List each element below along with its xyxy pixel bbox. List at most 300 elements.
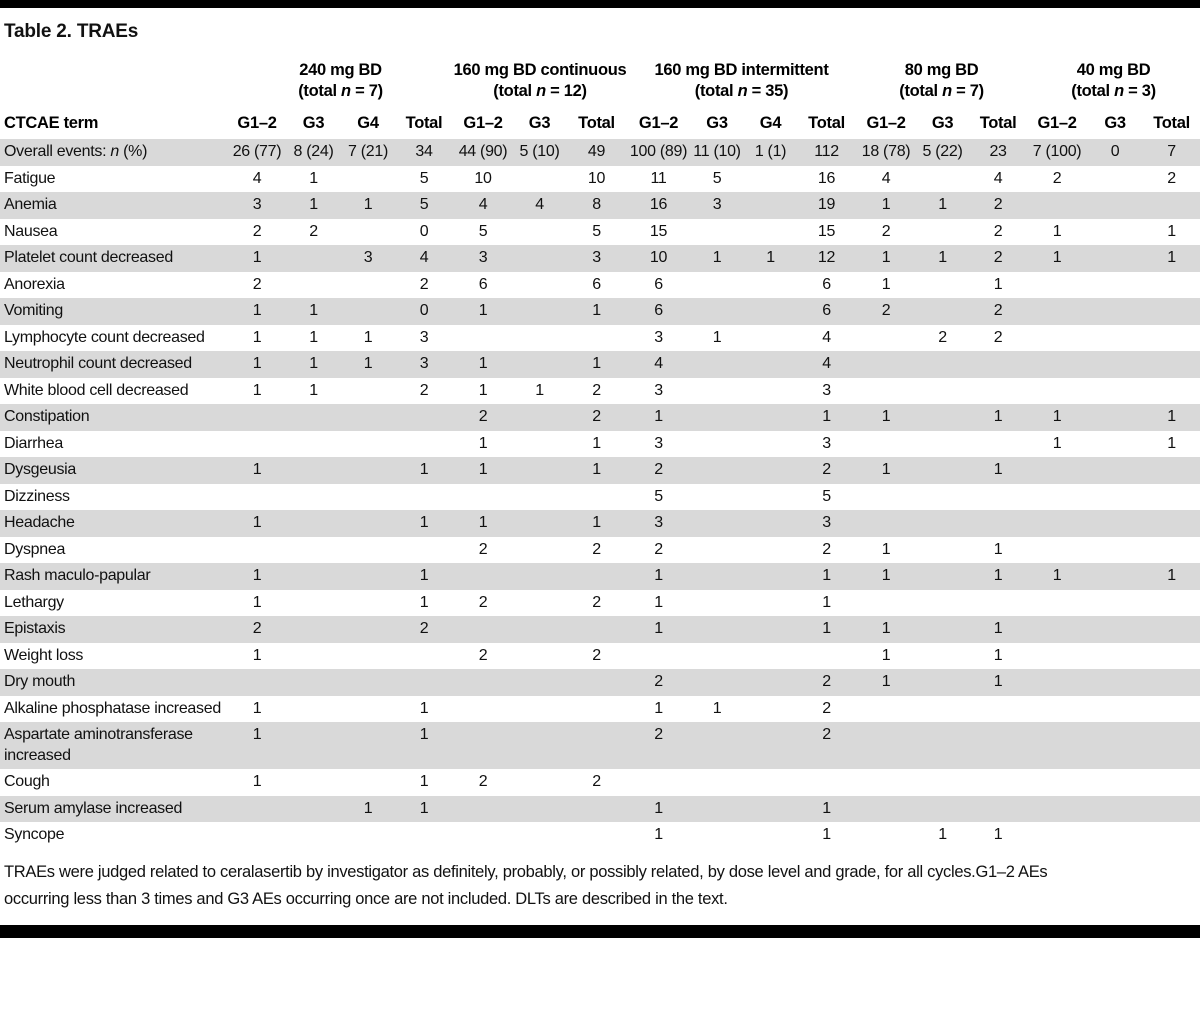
column-header: G1–2 [463, 114, 503, 132]
value-cell [453, 563, 513, 590]
value-cell [286, 822, 341, 849]
value-cell: 1 [535, 381, 544, 399]
value-cell [916, 404, 969, 431]
value-cell: 1 [654, 593, 663, 611]
value-cell [513, 325, 566, 352]
value-cell: 11 [650, 169, 667, 187]
value-cell: 1 [592, 514, 601, 531]
value-cell: 1 [363, 355, 373, 372]
value-cell [1087, 590, 1143, 617]
value-cell [744, 404, 797, 431]
value-cell [690, 669, 744, 696]
value-cell: 6 [822, 302, 831, 319]
column-header: G3 [302, 114, 325, 132]
value-cell [453, 696, 513, 723]
value-cell [341, 378, 395, 405]
value-cell [690, 643, 744, 670]
value-cell [513, 272, 566, 299]
value-cell: 2 [252, 275, 262, 293]
value-cell [916, 298, 969, 325]
value-cell [286, 590, 341, 617]
value-cell: 2 [993, 249, 1003, 266]
value-cell: 2 [478, 773, 488, 790]
value-cell [1087, 769, 1143, 796]
value-cell: 6 [654, 302, 663, 319]
value-cell [1087, 192, 1143, 219]
value-cell [856, 378, 916, 405]
column-header: G3 [706, 114, 728, 132]
value-cell [228, 796, 286, 823]
value-cell: 7 (100) [1032, 143, 1082, 160]
value-cell [341, 298, 395, 325]
value-cell: 4 [881, 169, 891, 187]
value-cell [916, 484, 969, 511]
value-cell [856, 325, 916, 352]
value-cell [690, 769, 744, 796]
value-cell [513, 590, 566, 617]
term-cell: Serum amylase increased [4, 799, 183, 817]
value-cell [286, 484, 341, 511]
value-cell [916, 616, 969, 643]
value-cell: 2 [993, 302, 1003, 319]
value-cell: 1 [712, 328, 722, 346]
corner-cell [0, 58, 228, 105]
term-cell: Dizziness [4, 487, 70, 505]
value-cell: 49 [587, 143, 606, 160]
value-cell: 1 [881, 620, 891, 637]
value-cell [969, 431, 1027, 458]
value-cell [744, 351, 797, 378]
value-cell: 1 [822, 408, 831, 425]
value-cell [1143, 822, 1200, 849]
value-cell [969, 484, 1027, 511]
value-cell: 5 [419, 169, 429, 187]
value-cell: 2 [592, 773, 601, 790]
value-cell: 1 [881, 646, 891, 664]
value-cell: 1 [938, 196, 947, 213]
value-cell: 1 [938, 826, 947, 843]
value-cell: 7 [1167, 143, 1176, 160]
column-header: G4 [357, 114, 379, 132]
table-head [0, 58, 1200, 139]
value-cell [1143, 537, 1200, 564]
value-cell: 6 [478, 275, 488, 293]
table-row [0, 139, 1200, 166]
value-cell [627, 643, 690, 670]
term-cell: Headache [4, 514, 75, 531]
value-cell: 1 [419, 514, 429, 531]
value-cell [1027, 537, 1087, 564]
value-cell [341, 484, 395, 511]
value-cell: 1 [881, 196, 891, 213]
value-cell: 18 (78) [861, 143, 911, 160]
value-cell [286, 643, 341, 670]
value-cell [916, 669, 969, 696]
column-header: Total [405, 114, 443, 132]
value-cell [690, 822, 744, 849]
value-cell [1087, 796, 1143, 823]
value-cell: 15 [817, 222, 836, 240]
value-cell: 1 [592, 461, 601, 478]
value-cell [1143, 457, 1200, 484]
term-cell: Lethargy [4, 593, 64, 611]
value-cell: 1 [478, 461, 488, 478]
value-cell: 1 [822, 799, 831, 817]
value-cell: 0 [419, 222, 429, 240]
value-cell: 6 [654, 275, 663, 293]
value-cell [1087, 722, 1143, 769]
value-cell: 2 [419, 275, 429, 293]
value-cell: 1 [993, 275, 1003, 293]
value-cell [690, 616, 744, 643]
table-row [0, 457, 1200, 484]
value-cell [513, 563, 566, 590]
value-cell [969, 796, 1027, 823]
value-cell: 5 [712, 169, 722, 187]
value-cell [566, 484, 627, 511]
value-cell [286, 404, 341, 431]
value-cell: 1 [309, 196, 318, 213]
value-cell [341, 590, 395, 617]
value-cell [1087, 484, 1143, 511]
value-cell: 3 [478, 249, 488, 266]
value-cell: 1 [309, 381, 318, 399]
value-cell: 1 [1167, 249, 1176, 266]
value-cell: 6 [592, 275, 601, 293]
value-cell [566, 796, 627, 823]
value-cell [1027, 796, 1087, 823]
value-cell: 2 [993, 196, 1003, 213]
value-cell [1143, 298, 1200, 325]
value-cell [744, 822, 797, 849]
value-cell: 1 [478, 514, 488, 531]
value-cell [513, 722, 566, 769]
value-cell: 1 [881, 249, 891, 266]
value-cell [1143, 769, 1200, 796]
term-cell: Fatigue [4, 169, 56, 187]
value-cell [228, 669, 286, 696]
value-cell: 1 [419, 726, 429, 743]
value-cell: 5 (10) [519, 143, 560, 160]
value-cell [856, 484, 916, 511]
value-cell: 1 [419, 567, 429, 584]
value-cell [1087, 537, 1143, 564]
value-cell: 4 [822, 328, 831, 346]
value-cell: 5 (22) [922, 143, 963, 160]
value-cell: 5 [419, 196, 429, 213]
table-row [0, 669, 1200, 696]
footnote-line-1: TRAEs were judged related to ceralasertib by investigator as definitely, probably, or possibly related, by dose level and grade, for all cycles.G1–2 AEs [4, 862, 1048, 881]
value-cell [286, 722, 341, 769]
value-cell: 2 [822, 726, 831, 743]
value-cell [1143, 272, 1200, 299]
value-cell [1143, 378, 1200, 405]
value-cell [916, 431, 969, 458]
value-cell: 1 (1) [754, 143, 787, 160]
value-cell: 0 [1110, 143, 1120, 160]
value-cell [228, 431, 286, 458]
group-header: 160 mg BD continuous (total n = 12) [453, 61, 627, 100]
value-cell [341, 166, 395, 193]
value-cell: 2 [309, 222, 318, 240]
value-cell [1087, 298, 1143, 325]
value-cell: 1 [252, 381, 262, 399]
value-cell [744, 192, 797, 219]
value-cell: 3 [363, 249, 373, 266]
table-row [0, 590, 1200, 617]
value-cell: 5 [478, 222, 488, 240]
value-cell: 5 [654, 487, 663, 505]
value-cell [341, 537, 395, 564]
value-cell: 2 [1052, 169, 1062, 187]
table-row [0, 796, 1200, 823]
value-cell [286, 669, 341, 696]
value-cell [690, 457, 744, 484]
value-cell [566, 696, 627, 723]
value-cell: 1 [478, 381, 488, 399]
value-cell [690, 796, 744, 823]
value-cell: 1 [252, 726, 262, 743]
term-cell: Dyspnea [4, 540, 66, 558]
value-cell: 1 [881, 567, 891, 584]
value-cell: 1 [252, 355, 262, 372]
value-cell: 2 [1167, 169, 1176, 187]
value-cell: 3 [592, 249, 601, 266]
value-cell: 2 [419, 620, 429, 637]
term-cell: Anemia [4, 196, 57, 213]
table-row [0, 192, 1200, 219]
value-cell: 2 [592, 593, 601, 611]
value-cell [744, 325, 797, 352]
term-cell: Alkaline phosphatase increased [4, 699, 221, 717]
term-column-header: CTCAE term [4, 114, 99, 132]
value-cell [341, 404, 395, 431]
term-cell: Vomiting [4, 302, 63, 319]
value-cell: 16 [649, 196, 668, 213]
value-cell [744, 378, 797, 405]
value-cell: 4 [252, 169, 262, 187]
group-header: 160 mg BD intermittent (total n = 35) [654, 61, 829, 100]
value-cell [627, 769, 690, 796]
value-cell: 2 [881, 222, 891, 240]
value-cell: 1 [654, 620, 663, 637]
value-cell [856, 351, 916, 378]
value-cell: 1 [881, 408, 891, 425]
value-cell: 8 [592, 196, 601, 213]
value-cell: 1 [419, 593, 429, 611]
value-cell [856, 590, 916, 617]
value-cell [916, 590, 969, 617]
value-cell [969, 351, 1027, 378]
value-cell: 1 [766, 249, 775, 266]
value-cell [1087, 616, 1143, 643]
value-cell [453, 822, 513, 849]
value-cell [1143, 351, 1200, 378]
value-cell [856, 431, 916, 458]
value-cell: 2 [654, 673, 663, 690]
value-cell [916, 722, 969, 769]
bottom-rule [0, 925, 1200, 938]
value-cell [744, 219, 797, 246]
value-cell [797, 769, 856, 796]
value-cell: 1 [822, 620, 831, 637]
term-cell: Epistaxis [4, 620, 66, 637]
value-cell: 2 [654, 726, 663, 743]
table-row [0, 563, 1200, 590]
term-cell: Constipation [4, 408, 90, 425]
value-cell: 1 [993, 461, 1003, 478]
value-cell [341, 822, 395, 849]
value-cell [1143, 643, 1200, 670]
value-cell: 1 [252, 328, 262, 346]
value-cell: 3 [654, 514, 663, 531]
value-cell [690, 272, 744, 299]
value-cell: 1 [654, 699, 663, 717]
value-cell: 1 [592, 434, 601, 452]
value-cell [916, 272, 969, 299]
value-cell: 5 [822, 487, 831, 505]
table-row [0, 537, 1200, 564]
traes-table [0, 58, 1200, 849]
value-cell: 2 [993, 328, 1003, 346]
value-cell [513, 351, 566, 378]
value-cell [1143, 696, 1200, 723]
value-cell: 1 [938, 249, 947, 266]
value-cell [286, 245, 341, 272]
table-row [0, 166, 1200, 193]
value-cell [1087, 822, 1143, 849]
value-cell [690, 298, 744, 325]
value-cell [744, 484, 797, 511]
value-cell [1087, 166, 1143, 193]
column-header: G3 [528, 114, 551, 132]
value-cell: 1 [252, 249, 262, 266]
value-cell [1027, 616, 1087, 643]
value-cell [1087, 219, 1143, 246]
value-cell: 16 [817, 169, 836, 187]
value-cell: 1 [881, 275, 891, 293]
table-title: Table 2. TRAEs [4, 21, 139, 42]
value-cell: 2 [478, 540, 488, 558]
value-cell: 1 [1052, 434, 1062, 452]
value-cell [1027, 722, 1087, 769]
value-cell [1027, 298, 1087, 325]
value-cell [690, 722, 744, 769]
value-cell: 4 [419, 249, 429, 266]
value-cell [513, 457, 566, 484]
value-cell: 1 [993, 567, 1003, 584]
value-cell: 4 [993, 169, 1003, 187]
value-cell: 1 [712, 249, 722, 266]
value-cell: 1 [419, 461, 429, 478]
value-cell: 2 [938, 328, 947, 346]
value-cell: 1 [1167, 567, 1176, 584]
value-cell: 4 [535, 196, 544, 213]
value-cell [856, 822, 916, 849]
value-cell [1087, 457, 1143, 484]
value-cell: 2 [478, 646, 488, 664]
value-cell [1143, 669, 1200, 696]
value-cell [286, 769, 341, 796]
value-cell: 1 [654, 567, 663, 584]
value-cell [395, 822, 453, 849]
value-cell [286, 431, 341, 458]
term-cell: Diarrhea [4, 434, 63, 452]
column-header: G1–2 [237, 114, 277, 132]
value-cell [513, 404, 566, 431]
value-cell [1143, 325, 1200, 352]
value-cell: 1 [478, 355, 488, 372]
value-cell: 3 [712, 196, 722, 213]
table-row [0, 325, 1200, 352]
value-cell: 1 [1052, 408, 1062, 425]
group-header: 240 mg BD (total n = 7) [298, 61, 383, 100]
value-cell [916, 563, 969, 590]
value-cell [1027, 378, 1087, 405]
value-cell: 1 [1052, 567, 1062, 584]
value-cell [341, 272, 395, 299]
value-cell: 1 [592, 302, 601, 319]
value-cell [1027, 484, 1087, 511]
value-cell [513, 669, 566, 696]
value-cell [1087, 696, 1143, 723]
value-cell [513, 245, 566, 272]
value-cell [856, 769, 916, 796]
value-cell: 3 [654, 381, 663, 399]
value-cell: 2 [822, 673, 831, 690]
value-cell [690, 484, 744, 511]
value-cell [856, 796, 916, 823]
value-cell [286, 510, 341, 537]
value-cell [916, 769, 969, 796]
value-cell [1087, 325, 1143, 352]
value-cell [916, 351, 969, 378]
value-cell [286, 796, 341, 823]
value-cell [1027, 643, 1087, 670]
value-cell: 10 [587, 169, 606, 187]
value-cell [513, 219, 566, 246]
value-cell: 44 (90) [458, 143, 508, 160]
value-cell: 7 (21) [348, 143, 388, 160]
value-cell [744, 272, 797, 299]
value-cell [797, 643, 856, 670]
value-cell [1027, 457, 1087, 484]
value-cell [453, 722, 513, 769]
table-body [0, 139, 1200, 849]
value-cell [341, 431, 395, 458]
value-cell [1143, 484, 1200, 511]
term-cell: Rash maculo-papular [4, 567, 151, 584]
value-cell: 1 [252, 773, 262, 790]
value-cell [744, 590, 797, 617]
value-cell: 1 [252, 514, 262, 531]
value-cell: 10 [474, 169, 492, 187]
value-cell: 3 [822, 434, 831, 452]
value-cell [286, 563, 341, 590]
value-cell [916, 219, 969, 246]
term-cell: Aspartate aminotransferase increased [4, 726, 193, 764]
table-row [0, 431, 1200, 458]
value-cell [969, 590, 1027, 617]
value-cell: 4 [654, 355, 663, 372]
value-cell [566, 722, 627, 769]
value-cell: 11 (10) [693, 143, 741, 160]
value-cell: 1 [993, 673, 1003, 690]
table-row [0, 351, 1200, 378]
value-cell [286, 272, 341, 299]
value-cell: 2 [478, 593, 488, 611]
value-cell [453, 796, 513, 823]
